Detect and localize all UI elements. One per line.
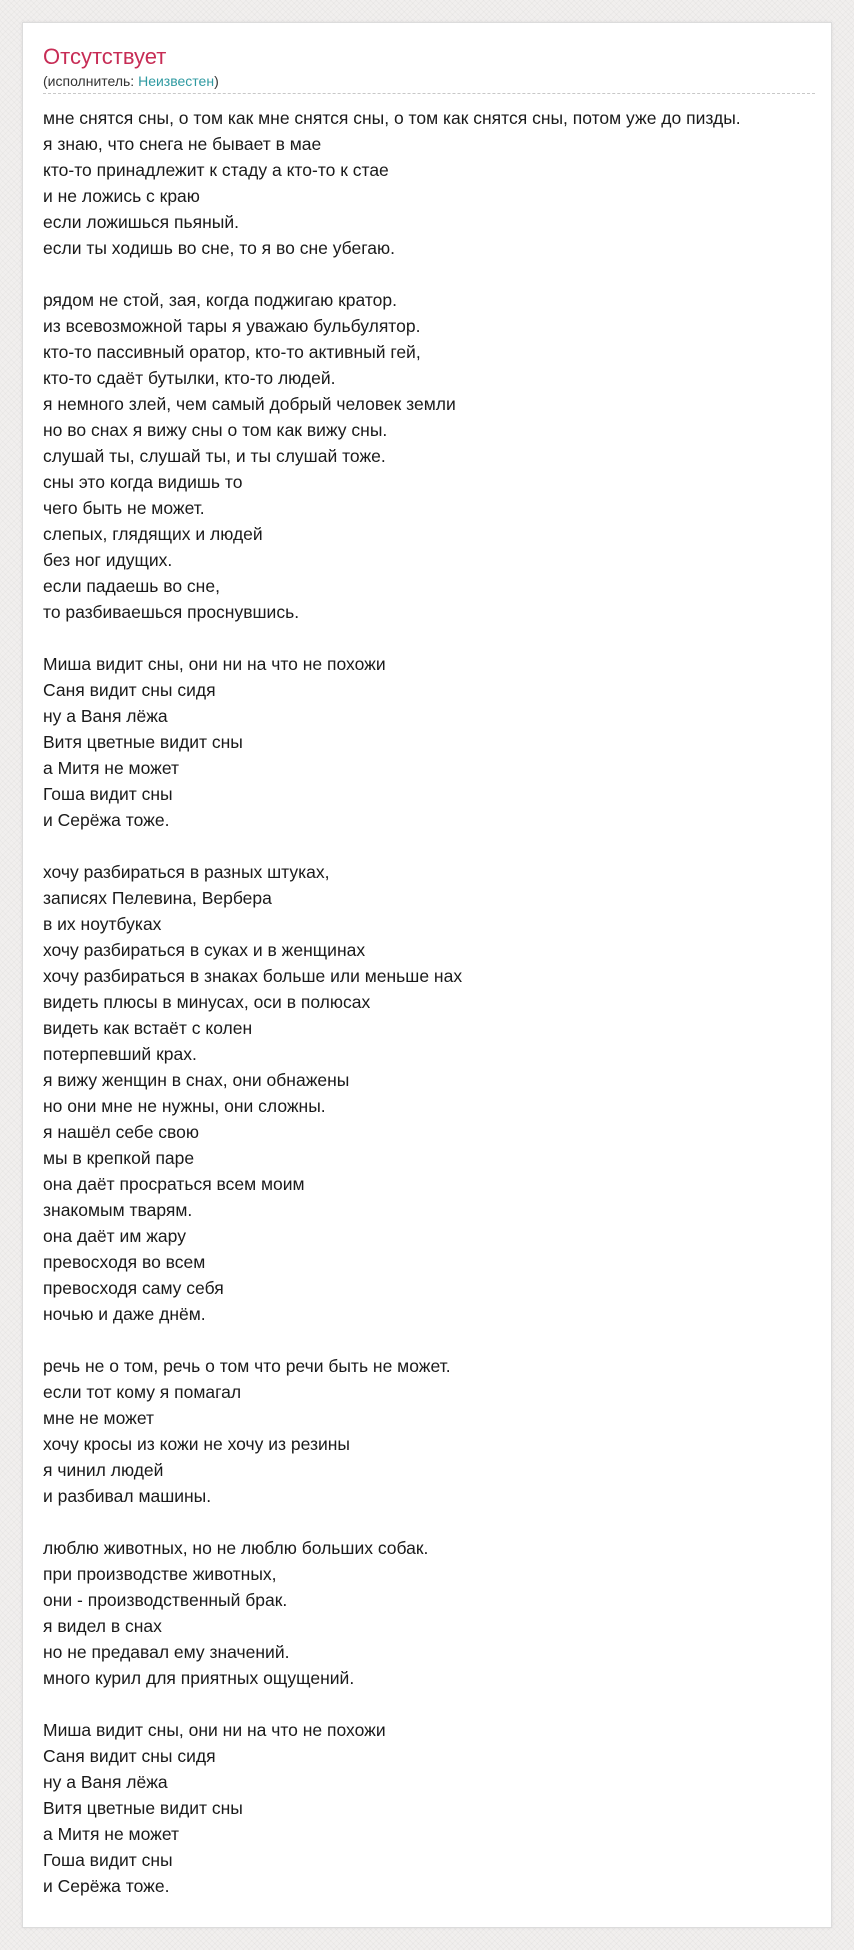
song-title: Отсутствует bbox=[43, 44, 167, 69]
lyric-line: ночью и даже днём. bbox=[43, 1304, 206, 1324]
lyric-line: и разбивал машины. bbox=[43, 1486, 212, 1506]
lyric-line: если ты ходишь во сне, то я во сне убегаю. bbox=[43, 238, 395, 258]
lyric-line: то разбиваешься проснувшись. bbox=[43, 602, 300, 622]
lyric-line: и Серёжа тоже. bbox=[43, 1876, 170, 1896]
lyric-line: я вижу женщин в снах, они обнажены bbox=[43, 1070, 350, 1090]
lyric-line: а Митя не может bbox=[43, 758, 180, 778]
lyric-line: и не ложись с краю bbox=[43, 186, 200, 206]
stanza-gap bbox=[43, 1691, 832, 1717]
lyric-line: знакомым тварям. bbox=[43, 1200, 193, 1220]
lyric-line: ну а Ваня лёжа bbox=[43, 1772, 168, 1792]
lyric-line: я немного злей, чем самый добрый человек земли bbox=[43, 394, 456, 414]
lyric-line: записях Пелевина, Вербера bbox=[43, 888, 272, 908]
lyric-line: я чинил людей bbox=[43, 1460, 164, 1480]
lyric-line: но во снах я вижу сны о том как вижу сны. bbox=[43, 420, 388, 440]
lyric-line: кто-то сдаёт бутылки, кто-то людей. bbox=[43, 368, 336, 388]
lyric-line: слушай ты, слушай ты, и ты слушай тоже. bbox=[43, 446, 386, 466]
lyric-line: я нашёл себе свою bbox=[43, 1122, 199, 1142]
lyrics-card bbox=[22, 22, 832, 1928]
lyric-line: хочу кросы из кожи не хочу из резины bbox=[43, 1434, 351, 1454]
artist-suffix: ) bbox=[214, 73, 219, 89]
artist-line bbox=[43, 72, 815, 94]
lyric-line: Витя цветные видит сны bbox=[43, 1798, 243, 1818]
lyric-line: но не предавал ему значений. bbox=[43, 1642, 290, 1662]
song-header bbox=[43, 43, 815, 94]
lyric-line: если падаешь во сне, bbox=[43, 576, 220, 596]
lyric-line: мне не может bbox=[43, 1408, 154, 1428]
lyric-line: Саня видит сны сидя bbox=[43, 1746, 216, 1766]
lyric-line: ну а Ваня лёжа bbox=[43, 706, 168, 726]
lyric-line: кто-то пассивный оратор, кто-то активный гей, bbox=[43, 342, 421, 362]
lyric-line: я видел в снах bbox=[43, 1616, 162, 1636]
lyric-line: Витя цветные видит сны bbox=[43, 732, 243, 752]
lyric-line: кто-то принадлежит к стаду а кто-то к стае bbox=[43, 160, 389, 180]
lyric-line: Гоша видит сны bbox=[43, 784, 173, 804]
lyric-line: рядом не стой, зая, когда поджигаю кратор. bbox=[43, 290, 397, 310]
lyric-line: и Серёжа тоже. bbox=[43, 810, 170, 830]
stanza-gap bbox=[43, 261, 832, 287]
lyric-line: без ног идущих. bbox=[43, 550, 173, 570]
artist-link[interactable]: Неизвестен bbox=[138, 73, 215, 89]
lyric-line: если ложишься пьяный. bbox=[43, 212, 239, 232]
lyric-line: сны это когда видишь то bbox=[43, 472, 243, 492]
lyrics-body bbox=[43, 105, 832, 1899]
lyric-line: если тот кому я помагал bbox=[43, 1382, 242, 1402]
lyric-line: хочу разбираться в суках и в женщинах bbox=[43, 940, 366, 960]
lyric-line: Саня видит сны сидя bbox=[43, 680, 216, 700]
lyric-line: Миша видит сны, они ни на что не похожи bbox=[43, 1720, 386, 1740]
lyric-line: из всевозможной тары я уважаю бульбулятор. bbox=[43, 316, 421, 336]
lyric-line: она даёт просраться всем моим bbox=[43, 1174, 305, 1194]
lyric-line: я знаю, что снега не бывает в мае bbox=[43, 134, 322, 154]
lyric-line: много курил для приятных ощущений. bbox=[43, 1668, 355, 1688]
lyric-line: хочу разбираться в знаках больше или меньше нах bbox=[43, 966, 463, 986]
lyric-line: мы в крепкой паре bbox=[43, 1148, 195, 1168]
lyric-line: люблю животных, но не люблю больших собак. bbox=[43, 1538, 429, 1558]
lyric-line: превосходя саму себя bbox=[43, 1278, 224, 1298]
lyric-line: речь не о том, речь о том что речи быть не может. bbox=[43, 1356, 451, 1376]
stanza-gap bbox=[43, 833, 832, 859]
stanza-gap bbox=[43, 1509, 832, 1535]
lyric-line: хочу разбираться в разных штуках, bbox=[43, 862, 330, 882]
lyric-line: слепых, глядящих и людей bbox=[43, 524, 263, 544]
lyric-line: видеть плюсы в минусах, оси в полюсах bbox=[43, 992, 371, 1012]
stanza-gap bbox=[43, 1327, 832, 1353]
lyric-line: в их ноутбуках bbox=[43, 914, 162, 934]
lyric-line: видеть как встаёт с колен bbox=[43, 1018, 253, 1038]
lyric-line: при производстве животных, bbox=[43, 1564, 277, 1584]
lyric-line: а Митя не может bbox=[43, 1824, 180, 1844]
artist-prefix: (исполнитель: bbox=[43, 73, 139, 89]
lyric-line: мне снятся сны, о том как мне снятся сны, о том как снятся сны, потом уже до пизды. bbox=[43, 108, 741, 128]
lyric-line: превосходя во всем bbox=[43, 1252, 206, 1272]
lyric-line: чего быть не может. bbox=[43, 498, 205, 518]
lyric-line: Гоша видит сны bbox=[43, 1850, 173, 1870]
lyric-line: но они мне не нужны, они сложны. bbox=[43, 1096, 326, 1116]
lyric-line: они - производственный брак. bbox=[43, 1590, 288, 1610]
lyric-line: она даёт им жару bbox=[43, 1226, 186, 1246]
lyric-line: Миша видит сны, они ни на что не похожи bbox=[43, 654, 386, 674]
stanza-gap bbox=[43, 625, 832, 651]
lyric-line: потерпевший крах. bbox=[43, 1044, 197, 1064]
